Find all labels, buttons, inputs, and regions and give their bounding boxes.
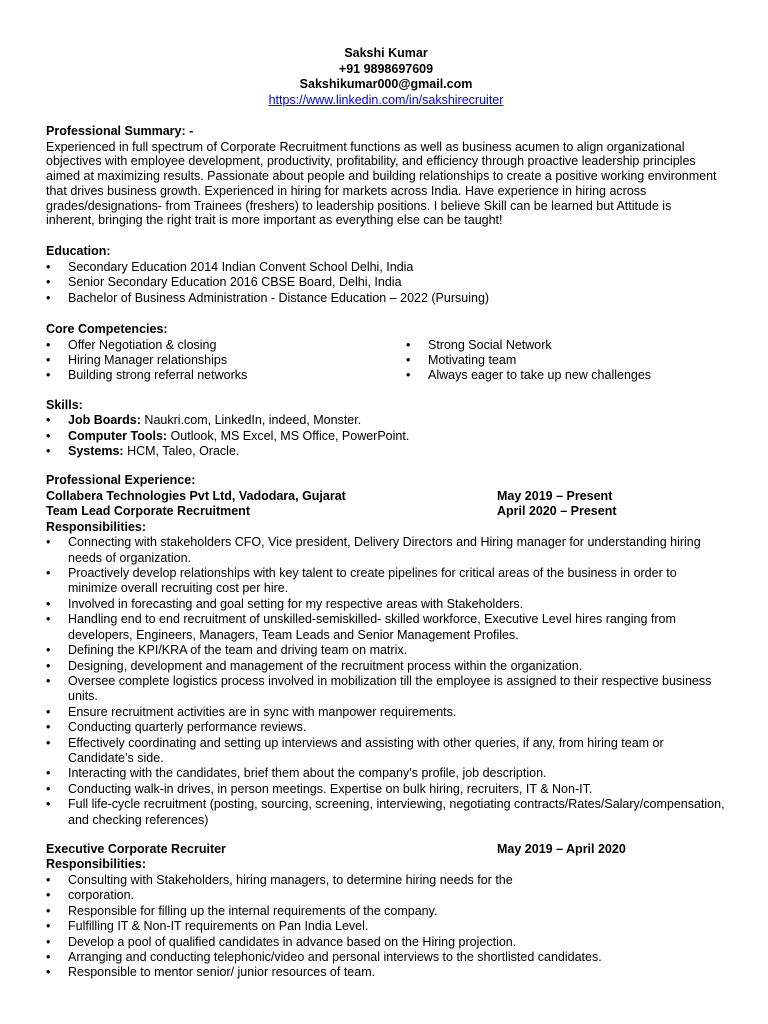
responsibility-item: • corporation.	[46, 888, 726, 903]
company-name: Collabera Technologies Pvt Ltd, Vadodara, Gujarat	[46, 488, 346, 503]
email-address: Sakshikumar000@gmail.com	[299, 77, 473, 91]
skill-item	[46, 429, 726, 444]
education-section	[46, 244, 726, 306]
skill-value: Outlook, MS Excel, MS Office, PowerPoint.	[167, 428, 410, 443]
phone-number: +91 9898697609	[338, 61, 434, 76]
summary-line: grades/designations- from Trainees (freshers) to leadership positions. I believe Skill can be learned but Attitude is	[46, 198, 672, 213]
responsibility-item: • Connecting with stakeholders CFO, Vice president, Delivery Directors and Hiring manager for understanding hiring needs of organization.	[46, 535, 726, 566]
skill-value: HCM, Taleo, Oracle.	[123, 444, 240, 459]
linkedin-link[interactable]: https://www.linkedin.com/in/sakshirecruiter	[268, 92, 504, 107]
responsibility-item: • Fulfilling IT & Non-IT requirements on Pan India Level.	[46, 919, 726, 934]
summary-line: Experienced in full spectrum of Corporate Recruitment functions as well as business acumen to align organizational	[46, 139, 685, 154]
responsibility-item: • Conducting walk-in drives, in person meetings. Expertise on bulk hiring, recruiters, IT & Non-IT.	[46, 782, 726, 797]
resume-page	[46, 46, 726, 981]
responsibility-item: • Full life-cycle recruitment (posting, sourcing, screening, interviewing, negotiating contracts/Rates/Salary/compensation, and checking references)	[46, 797, 726, 828]
responsibility-item: • Interacting with the candidates, brief them about the company’s profile, job description.	[46, 766, 726, 781]
responsibility-item: • Consulting with Stakeholders, hiring managers, to determine hiring needs for the	[46, 873, 726, 888]
competency-item: • Building strong referral networks	[46, 368, 406, 383]
competency-item: • Motivating team	[406, 353, 706, 368]
competencies-right-list	[406, 338, 706, 384]
company-row	[46, 489, 726, 504]
role1-responsibilities	[46, 535, 726, 828]
experience-section	[46, 473, 726, 980]
summary-line: that drives business growth. Experienced in hiring for markets across India. Have experience in hiring across	[46, 183, 647, 198]
company-dates: May 2019 – Present	[497, 488, 613, 503]
role-row	[46, 842, 726, 857]
education-item: • Senior Secondary Education 2016 CBSE Board, Delhi, India	[46, 275, 726, 290]
competency-item: • Offer Negotiation & closing	[46, 338, 406, 353]
responsibility-item: • Handling end to end recruitment of unskilled-semiskilled- skilled workforce, Executive Level hires ranging from developers, Engineers, Managers, Team Leads and Senior Management Profiles.	[46, 612, 726, 643]
competency-item: • Hiring Manager relationships	[46, 353, 406, 368]
responsibility-item: • Ensure recruitment activities are in sync with manpower requirements.	[46, 705, 726, 720]
responsibility-item: • Conducting quarterly performance reviews.	[46, 720, 726, 735]
summary-line: objectives with employee development, productivity, profitability, and efficiency through proactive leadership principles	[46, 154, 696, 169]
responsibility-item: • Responsible for filling up the internal requirements of the company.	[46, 904, 726, 919]
responsibility-item: • Effectively coordinating and setting up interviews and assisting with other queries, if any, from hiring team or Candidate’s side.	[46, 736, 726, 767]
competencies-section	[46, 322, 726, 384]
resume-header	[46, 46, 726, 108]
responsibility-item: • Arranging and conducting telephonic/video and personal interviews to the shortlisted candidates.	[46, 950, 726, 965]
role-row	[46, 504, 726, 519]
education-title: Education:	[46, 244, 111, 259]
skills-section	[46, 398, 726, 460]
responsibility-item: • Develop a pool of qualified candidates in advance based on the Hiring projection.	[46, 935, 726, 950]
responsibility-item: • Oversee complete logistics process involved in mobilization till the employee is assigned to their respective business units.	[46, 674, 726, 705]
role-title: Team Lead Corporate Recruitment	[46, 504, 250, 519]
candidate-name: Sakshi Kumar	[344, 46, 428, 60]
skill-label: Computer Tools:	[68, 428, 168, 443]
competencies-title: Core Competencies:	[46, 322, 168, 336]
competencies-left-list	[46, 338, 406, 384]
education-item: • Bachelor of Business Administration - Distance Education – 2022 (Pursuing)	[46, 291, 726, 306]
competency-item: • Strong Social Network	[406, 338, 706, 353]
responsibilities-label: Responsibilities:	[46, 857, 147, 872]
responsibility-item: • Defining the KPI/KRA of the team and driving team on matrix.	[46, 643, 726, 658]
role-dates: April 2020 – Present	[497, 504, 617, 519]
role-title: Executive Corporate Recruiter	[46, 841, 226, 856]
education-item: • Secondary Education 2014 Indian Convent School Delhi, India	[46, 260, 726, 275]
summary-title: Professional Summary: -	[46, 124, 194, 138]
summary-line: inherent, bringing the right trait is more important as everything else can be taught!	[46, 213, 503, 228]
summary-line: aimed at maximizing results. Passionate about people and building relationships to create a positive working environment	[46, 169, 717, 184]
summary-section	[46, 124, 726, 228]
responsibility-item: • Involved in forecasting and goal setting for my respective areas with Stakeholders.	[46, 597, 726, 612]
skills-title: Skills:	[46, 397, 83, 412]
experience-title: Professional Experience:	[46, 473, 196, 488]
role2-responsibilities	[46, 873, 726, 981]
responsibility-item: • Responsible to mentor senior/ junior resources of team.	[46, 965, 726, 980]
skill-label: Job Boards:	[68, 413, 141, 428]
skill-value: Naukri.com, LinkedIn, indeed, Monster.	[140, 413, 362, 428]
responsibilities-label: Responsibilities:	[46, 519, 147, 534]
skill-label: Systems:	[68, 444, 124, 459]
skill-item	[46, 413, 726, 428]
responsibility-item: • Designing, development and management of the recruitment process within the organization.	[46, 659, 726, 674]
competency-item: • Always eager to take up new challenges	[406, 368, 706, 383]
responsibility-item: • Proactively develop relationships with key talent to create pipelines for critical areas of the business in order to minimize overall recruiting cost per hire.	[46, 566, 726, 597]
skill-item	[46, 444, 726, 459]
role-dates: May 2019 – April 2020	[497, 841, 626, 856]
